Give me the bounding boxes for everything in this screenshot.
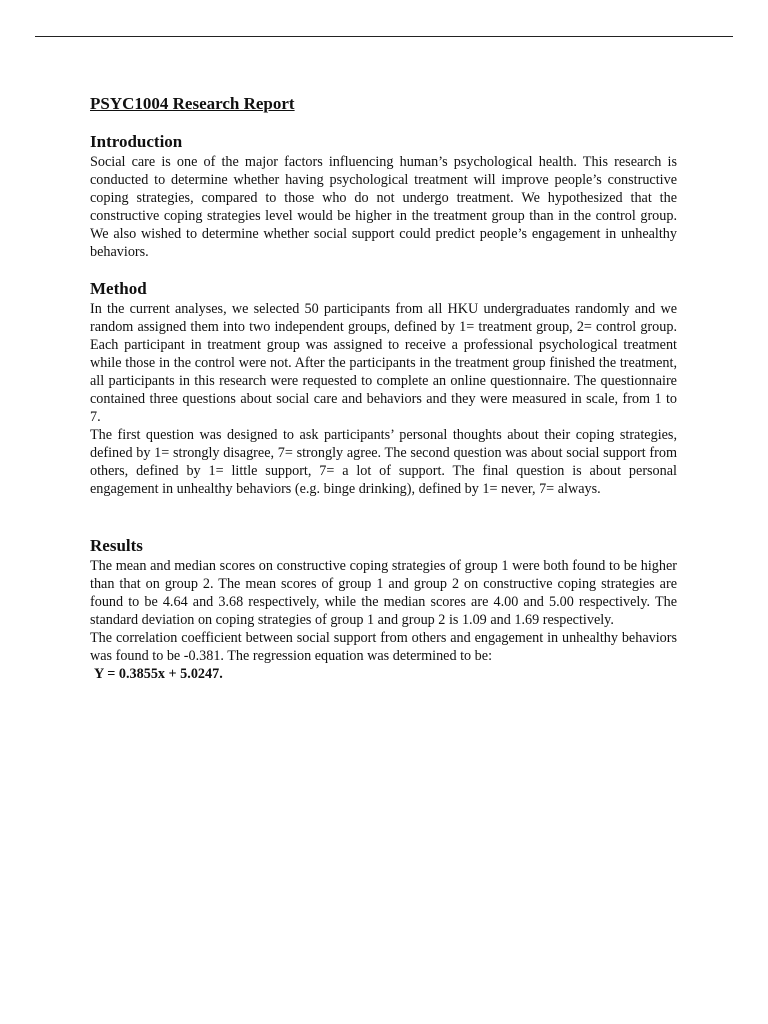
introduction-paragraph: Social care is one of the major factors influencing human’s psychological health. This research is conducted to determine whether having psychological treatment will improve people’s constructive coping strategies, compared to those who do not undergo treatment. We hypothesized that the constructive coping strategies level would be higher in the treatment group than in the control group. We also wished to determine whether social support could predict people’s engagement in unhealthy behaviors. — [90, 154, 677, 260]
document-body — [90, 92, 677, 684]
introduction-heading: Introduction — [90, 132, 183, 151]
results-heading: Results — [90, 536, 143, 556]
header-rule — [35, 36, 733, 37]
method-heading: Method — [90, 279, 147, 299]
section-spacer — [90, 498, 677, 534]
section-spacer — [90, 261, 677, 277]
document-title: PSYC1004 Research Report — [90, 94, 295, 113]
regression-equation: Y = 0.3855x + 5.0247. — [94, 665, 223, 682]
method-paragraph-1: In the current analyses, we selected 50 participants from all HKU undergraduates randomly and we random assigned them into two independent groups, defined by 1= treatment group, 2= control group. Each participant in treatment group was assigned to receive a professional psychological treatment while those in the control were not. After the participants in the treatment group finished the treatment, all participants in this research were requested to complete an online questionnaire. The questionnaire contained three questions about social care and behaviors and they were measured in scale, from 1 to 7. — [90, 301, 677, 425]
results-paragraph-2: The correlation coefficient between social support from others and engagement in unhealthy behaviors was found to be -0.381. The regression equation was determined to be: — [90, 630, 677, 664]
results-paragraph-1: The mean and median scores on constructive coping strategies of group 1 were both found to be higher than that on group 2. The mean scores of group 1 and group 2 on constructive coping strategies are found to be 4.64 and 3.68 respectively, while the median scores are 4.00 and 5.00 respectively. The standard deviation on coping strategies of group 1 and group 2 is 1.09 and 1.69 respectively. — [90, 558, 677, 629]
method-section — [90, 277, 677, 498]
introduction-section — [90, 130, 677, 261]
results-section — [90, 534, 677, 683]
method-paragraph-2: The first question was designed to ask participants’ personal thoughts about their coping strategies, defined by 1= strongly disagree, 7= strongly agree. The second question was about social support from others, defined by 1= little support, 7= a lot of support. The final question is about personal engagement in unhealthy behaviors (e.g. binge drinking), defined by 1= never, 7= always. — [90, 426, 677, 497]
